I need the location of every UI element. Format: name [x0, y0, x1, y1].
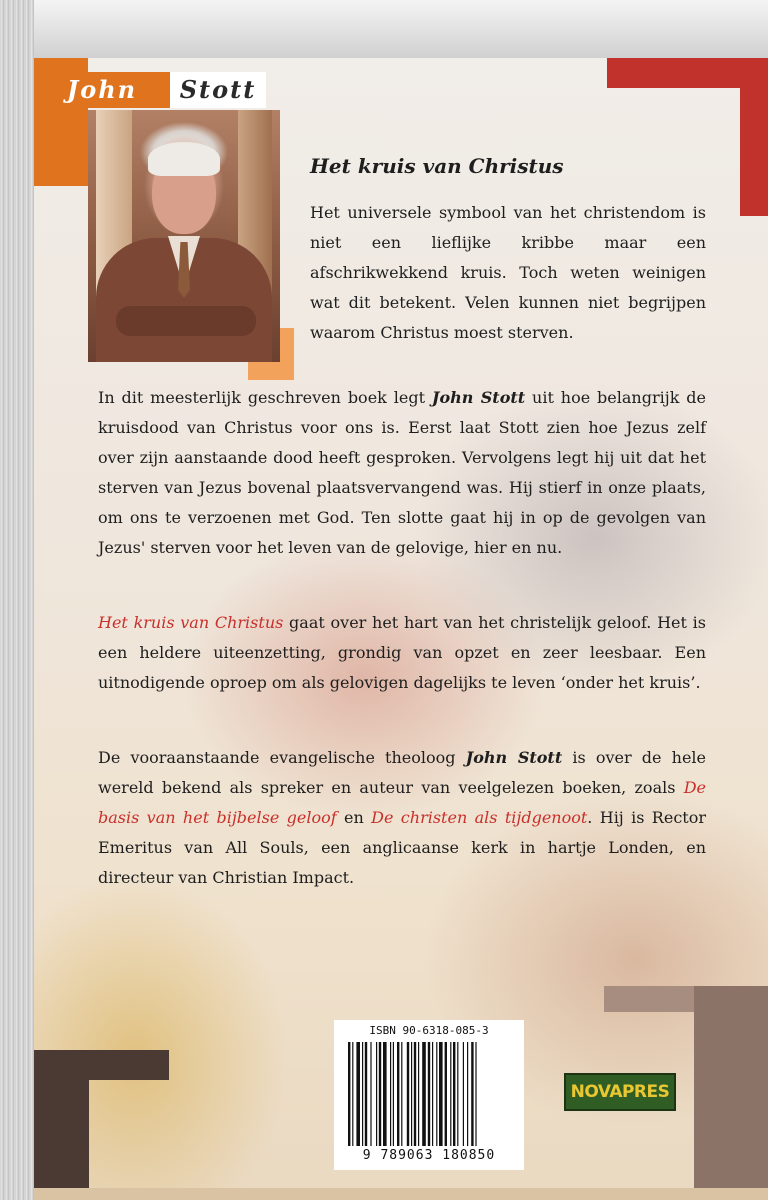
author-first-name: John — [34, 72, 170, 108]
author-last-name: Stott — [179, 75, 257, 104]
book-top-edge — [0, 0, 768, 60]
publisher-logo: NOVAPRES — [564, 1073, 676, 1111]
bottom-strip-decoration — [34, 1188, 768, 1200]
author-name-inline: John Stott — [465, 748, 563, 767]
book-title: Het kruis van Christus — [310, 154, 564, 178]
author-photo — [88, 110, 280, 362]
isbn-text: ISBN 90-6318-085-3 — [369, 1024, 489, 1037]
summary-paragraph: In dit meesterlijk geschreven boek legt John Stott uit hoe belangrijk de kruisdood van Christus voor ons is. Eerst laat Stott zien hoe Jezus zelf over zijn aanstaande dood heeft gesproken. Vervolgens legt hij uit dat het sterven van Jezus bovenal plaatsvervangend was. Hij stierf in onze plaats, om ons te verzoenen met God. Ten slotte gaat hij in op de gevolgen van Jezus' sterven voor het leven van de gelovige, hier en nu. — [98, 388, 706, 557]
ean-number: 9 789063 180850 — [362, 1148, 496, 1163]
other-book-title: De basis van het bijbelse geloof — [98, 778, 706, 827]
author-bio-paragraph: De vooraanstaande evangelische theoloog John Stott is over de hele wereld bekend als spreker en auteur van veelgelezen boeken, zoals De basis van het bijbelse geloof en De christen als tijdgenoot. Hij is Rector Emeritus van All Souls, een anglicaanse kerk in hartje Londen, en directeur van Christian Impact. — [98, 748, 706, 887]
dark-bar-decoration — [34, 1050, 169, 1080]
barcode-label — [334, 1020, 524, 1170]
intro-paragraph: Het universele symbool van het christendom is niet een lieflijke kribbe maar een afschrikwekkend kruis. Toch weten weinigen wat dit betekent. Velen kunnen niet begrijpen waarom Christus moest sterven. — [310, 203, 706, 342]
book-title-inline: Het kruis van Christus — [98, 613, 284, 632]
description-paragraph: Het kruis van Christus gaat over het hart van het christelijk geloof. Het is een heldere uiteenzetting, grondig van opzet en zeer leesbaar. Een uitnodigende oproep om als gelovigen dagelijks te leven ‘onder het kruis’. — [98, 613, 707, 692]
barcode-bars — [348, 1042, 514, 1146]
book-page-edges — [0, 0, 34, 1200]
author-name-bar — [34, 72, 266, 108]
back-cover — [34, 58, 768, 1200]
author-name-inline: John Stott — [431, 388, 526, 407]
red-bar-right-decoration — [740, 58, 768, 216]
brown-corner-decoration — [694, 986, 768, 1200]
other-book-title: De christen als tijdgenoot — [371, 808, 588, 827]
